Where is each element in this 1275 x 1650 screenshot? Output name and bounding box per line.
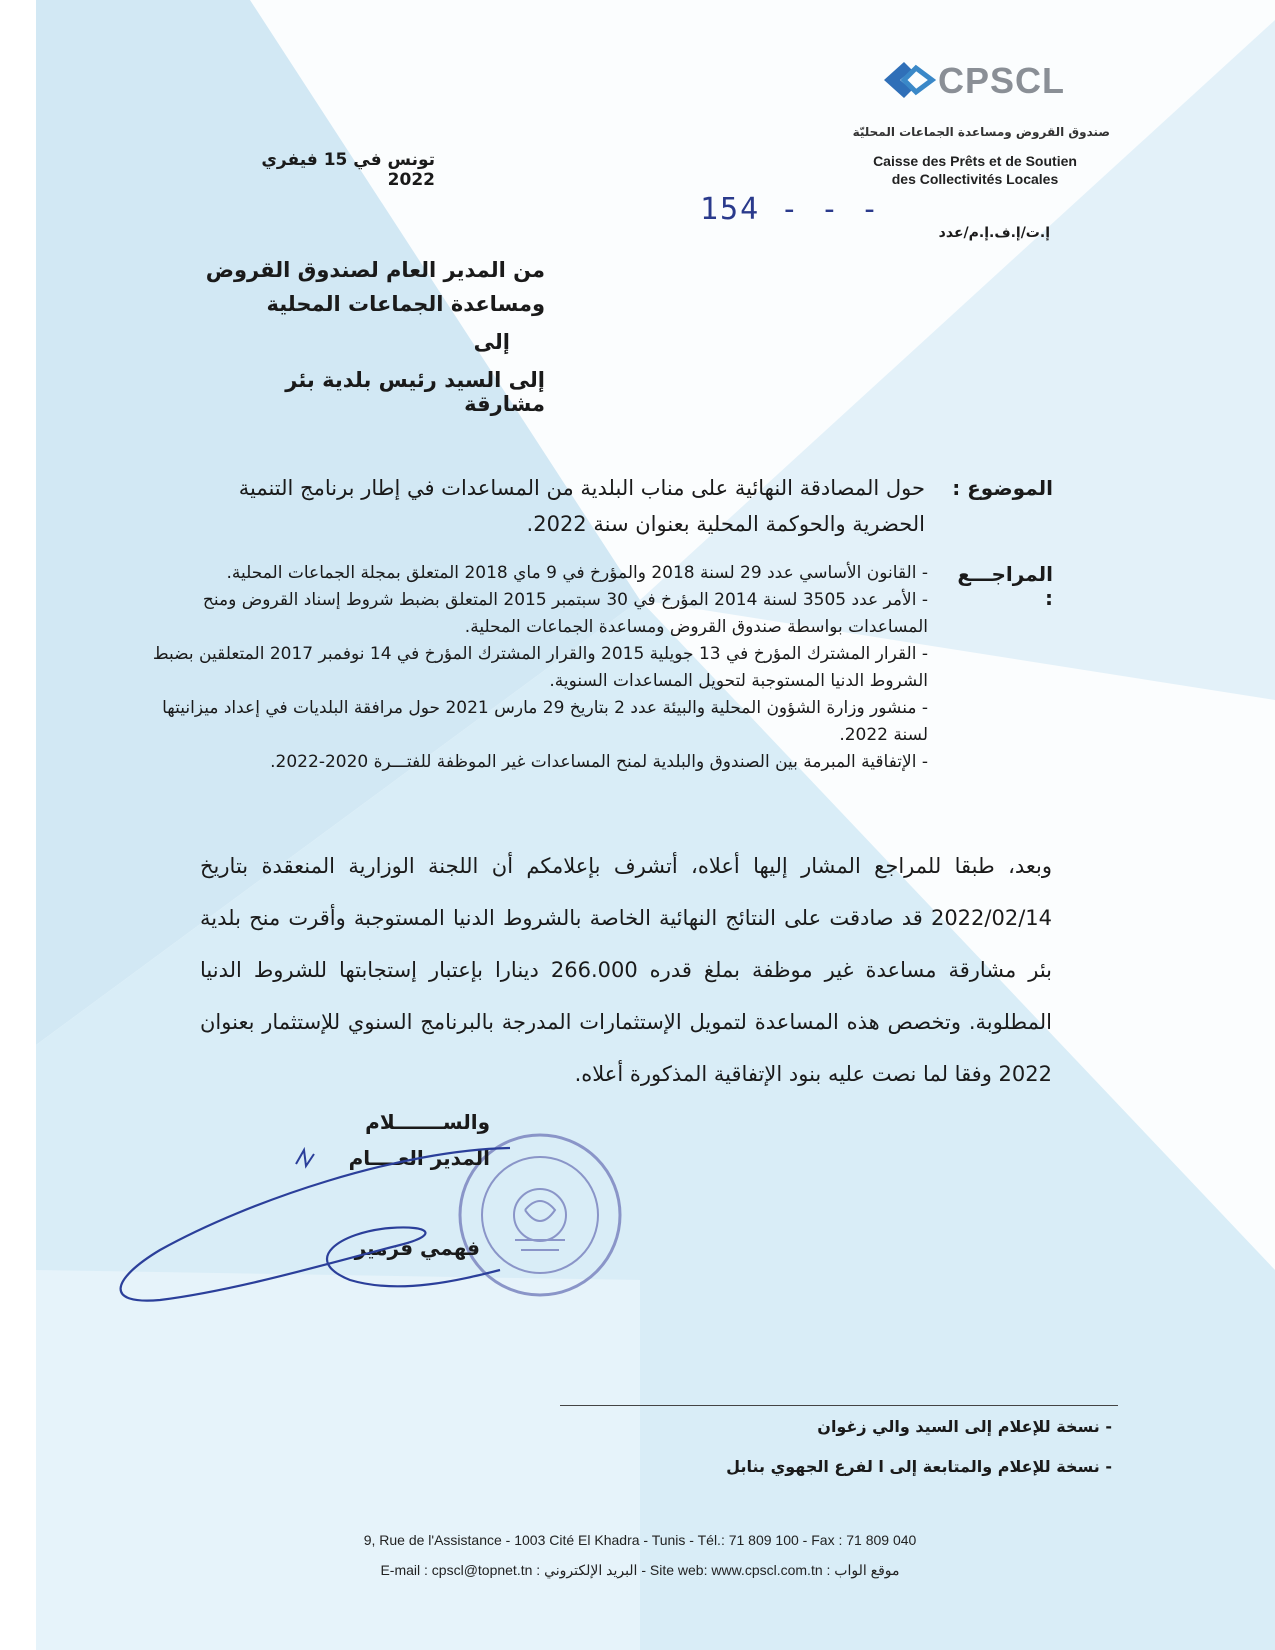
references-label: المراجـــع : bbox=[957, 562, 1053, 610]
footer-address: 9, Rue de l'Assistance - 1003 Cité El Khadra - Tunis - Tél.: 71 809 100 - Fax : 71 809 040 bbox=[363, 1532, 917, 1548]
sender-line-2: ومساعدة الجماعات المحلية bbox=[266, 292, 545, 316]
reference-label: إ.ت/إ.ف.إ.م/عدد bbox=[938, 225, 1050, 241]
reference-item: - الأمر عدد 3505 لسنة 2014 المؤرخ في 30 سبتمبر 2015 المتعلق بضبط شروط إسناد القروض ومنح المساعدات بواسطة صندوق القروض ومساعدة الجماعات المحلية. bbox=[202, 590, 928, 637]
subject-label: الموضوع : bbox=[952, 476, 1053, 500]
reference-item: - القانون الأساسي عدد 29 لسنة 2018 والمؤرخ في 9 ماي 2018 المتعلق بمجلة الجماعات المحلية. bbox=[226, 563, 928, 583]
signatory-name: فهمي قزمير bbox=[354, 1236, 480, 1260]
letter-date: تونس في 15 فيفري 2022 bbox=[261, 150, 435, 190]
logo-mark-icon bbox=[880, 58, 936, 102]
reference-item: - القرار المشترك المؤرخ في 13 جويلية 2015 والقرار المشترك المؤرخ في 14 نوفمبر 2017 المتعلقين بضبط الشروط الدنيا المستوجبة لتحويل المساعدات السنوية. bbox=[152, 644, 928, 691]
to-word: إلى bbox=[473, 330, 510, 354]
cpscl-logo bbox=[880, 58, 1090, 108]
reference-item: - الإتفاقية المبرمة بين الصندوق والبلدية لمنح المساعدات غير الموظفة للفتـــرة 2020-2022. bbox=[270, 752, 928, 772]
copy-line: - نسخة للإعلام إلى السيد والي زغوان bbox=[817, 1417, 1112, 1436]
org-name-arabic: صندوق القروض ومساعدة الجماعات المحليّة bbox=[852, 125, 1110, 139]
copies-divider bbox=[560, 1405, 1118, 1406]
body-paragraph: وبعد، طبقا للمراجع المشار إليها أعلاه، أتشرف بإعلامكم أن اللجنة الوزارية المنعقدة بتاريخ 2022/02/14 قد صادقت على النتائج النهائية الخاصة بالشروط الدنيا المستوجبة وأقرت منح بلدية بئر مشارقة مساعدة غير موظفة بملغ قدره 266.000 دينارا بإعتبار إستجابتها للشروط الدنيا المطلوبة. وتخصص هذه المساعدة لتمويل الإستثمارات المدرجة بالبرنامج السنوي للإستثمار بعنوان 2022 وفقا لما نصت عليه بنود الإتفاقية المذكورة أعلاه. bbox=[200, 854, 1053, 1086]
org-name-french-line1: Caisse des Prêts et de Soutien bbox=[873, 153, 1077, 169]
sender-line-1: من المدير العام لصندوق القروض bbox=[205, 258, 545, 282]
footer-contact: E-mail : cpscl@topnet.tn : البريد الإلكتروني - Site web: www.cpscl.com.tn : موقع الواب bbox=[380, 1562, 900, 1578]
reference-number-stamp: 154 - - - bbox=[700, 192, 881, 227]
handwritten-signature bbox=[100, 1130, 520, 1320]
subject-text: حول المصادقة النهائية على مناب البلدية من المساعدات في إطار برنامج التنمية الحضرية والحوكمة المحلية بعنوان سنة 2022. bbox=[238, 476, 925, 536]
org-name-french bbox=[845, 152, 1105, 188]
signatory-title: المدير العــــام bbox=[348, 1146, 490, 1170]
recipient-line: إلى السيد رئيس بلدية بئر مشارقة bbox=[285, 368, 545, 416]
copy-line: - نسخة للإعلام والمتابعة إلى ا لفرع الجهوي بنابل bbox=[726, 1457, 1112, 1476]
org-name-french-line2: des Collectivités Locales bbox=[891, 171, 1059, 187]
references-list bbox=[150, 560, 928, 776]
logo-text: CPSCL bbox=[938, 60, 1066, 101]
closing-salutation: والســـــــلام bbox=[365, 1110, 490, 1134]
reference-item: - منشور وزارة الشؤون المحلية والبيئة عدد 2 بتاريخ 29 مارس 2021 حول مرافقة البلديات في إعداد ميزانيتها لسنة 2022. bbox=[162, 698, 928, 745]
